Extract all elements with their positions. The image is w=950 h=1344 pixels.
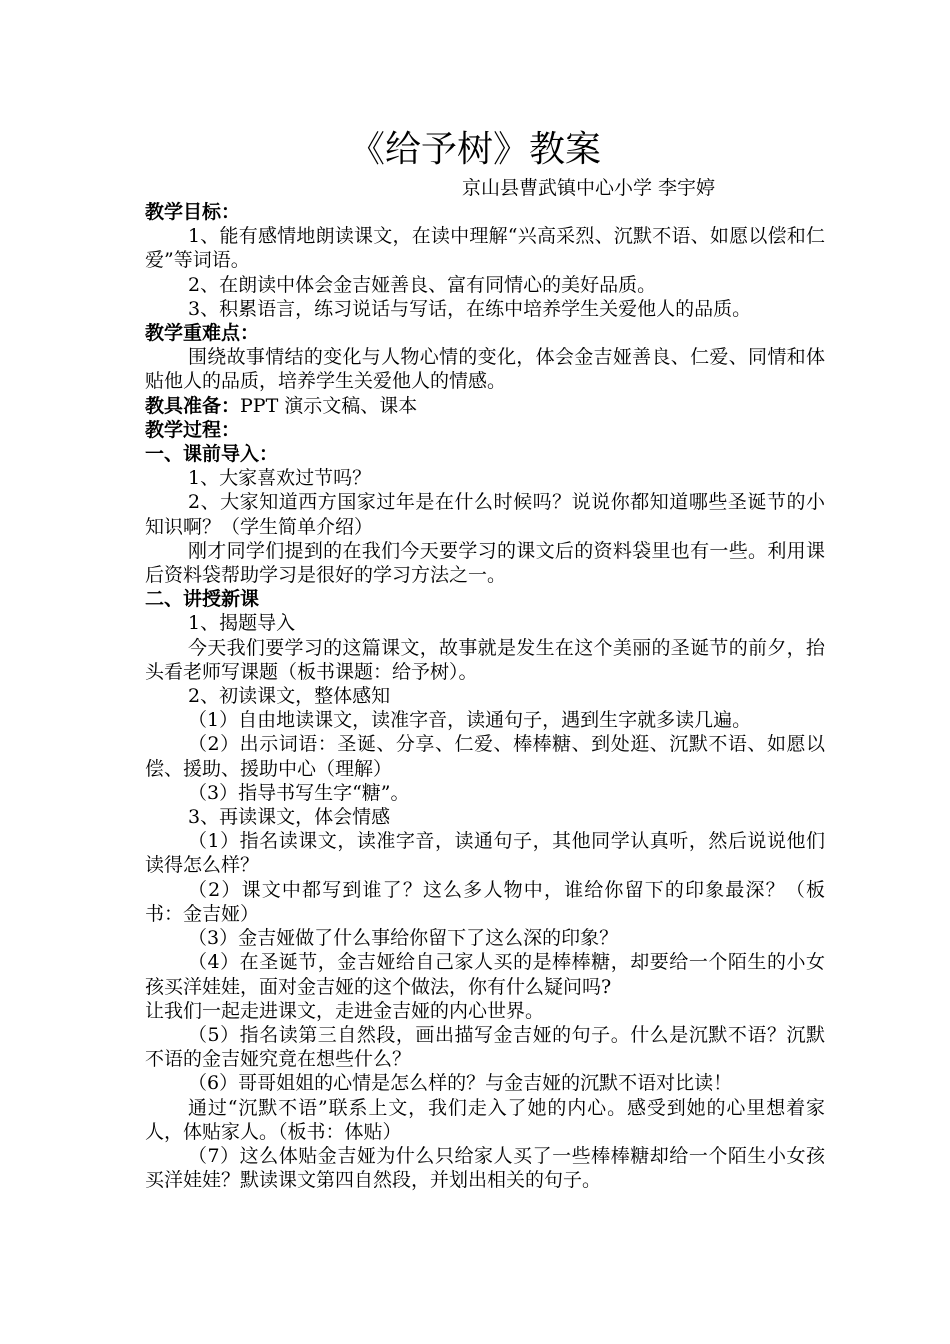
section2-heading: 二、讲授新课 bbox=[145, 588, 260, 611]
materials-heading: 教具准备： bbox=[145, 394, 241, 417]
section2-item: 1、揭题导入 bbox=[188, 612, 296, 635]
section2-item: 通过“沉默不语”联系上文，我们走入了她的内心。感受到她的心里想着家人，体贴家人。（板书：体贴） bbox=[145, 1096, 825, 1143]
page-title: 《给予树》教案 bbox=[348, 129, 601, 170]
document-body bbox=[145, 200, 825, 1192]
author-line: 京山县曹武镇中心小学 李宇婷 bbox=[462, 177, 716, 199]
section1-heading: 一、课前导入： bbox=[145, 443, 279, 466]
section2-item: （6）哥哥姐姐的心情是怎么样的？与金吉娅的沉默不语对比读！ bbox=[188, 1072, 733, 1095]
section2-item: （5）指名读第三自然段，画出描写金吉娅的句子。什么是沉默不语？沉默不语的金吉娅究竟在想些什么？ bbox=[145, 1023, 825, 1071]
objective-item: 3、积累语言，练习说话与写话，在练中培养学生关爱他人的品质。 bbox=[188, 297, 752, 320]
section1-item: 2、大家知道西方国家过年是在什么时候吗？说说你都知道哪些圣诞节的小知识啊？（学生简单介绍） bbox=[145, 491, 825, 538]
process-heading: 教学过程： bbox=[145, 418, 241, 441]
materials-text: PPT 演示文稿、课本 bbox=[240, 394, 418, 417]
section1-item: 刚才同学们提到的在我们今天要学习的课文后的资料袋里也有一些。利用课后资料袋帮助学习是很好的学习方法之一。 bbox=[145, 539, 825, 587]
objective-item: 1、能有感情地朗读课文，在读中理解“兴高采烈、沉默不语、如愿以偿和仁爱”等词语。 bbox=[145, 225, 825, 272]
objective-item: 2、在朗读中体会金吉娅善良、富有同情心的美好品质。 bbox=[188, 273, 657, 296]
keypoints-heading: 教学重难点： bbox=[145, 322, 260, 345]
section2-item: （2）出示词语：圣诞、分享、仁爱、棒棒糖、到处逛、沉默不语、如愿以偿、援助、援助中心（理解） bbox=[145, 733, 825, 780]
section2-item: 3、再读课文，体会情感 bbox=[188, 806, 391, 829]
keypoints-text: 围绕故事情结的变化与人物心情的变化，体会金吉娅善良、仁爱、同情和体贴他人的品质，培养学生关爱他人的情感。 bbox=[145, 346, 825, 393]
section2-item: （1）自由地读课文，读准字音，读通句子，遇到生字就多读几遍。 bbox=[188, 709, 752, 732]
materials-line bbox=[145, 394, 825, 418]
section2-item: （7）这么体贴金吉娅为什么只给家人买了一些棒棒糖却给一个陌生小女孩买洋娃娃？默读课文第四自然段，并划出相关的句子。 bbox=[145, 1144, 825, 1192]
section2-item: （1）指名读课文，读准字音，读通句子，其他同学认真听，然后说说他们读得怎么样？ bbox=[145, 830, 825, 877]
section2-item: 让我们一起走进课文，走进金吉娅的内心世界。 bbox=[145, 999, 545, 1022]
objectives-heading: 教学目标： bbox=[145, 201, 241, 223]
section2-item: 2、初读课文，整体感知 bbox=[188, 685, 391, 708]
section2-item: （3）金吉娅做了什么事给你留下了这么深的印象？ bbox=[188, 927, 619, 950]
section2-item: 今天我们要学习的这篇课文，故事就是发生在这个美丽的圣诞节的前夕，抬头看老师写课题（板书课题：给予树）。 bbox=[145, 636, 825, 683]
section2-item: （4）在圣诞节，金吉娅给自己家人买的是棒棒糖，却要给一个陌生的小女孩买洋娃娃，面对金吉娅的这个做法，你有什么疑问吗? bbox=[145, 951, 825, 998]
section2-item: （3）指导书写生字“糖”。 bbox=[188, 781, 410, 804]
section2-item: （2）课文中都写到谁了？这么多人物中，谁给你留下的印象最深？（板书：金吉娅） bbox=[145, 878, 825, 925]
section1-item: 1、大家喜欢过节吗？ bbox=[188, 467, 372, 490]
